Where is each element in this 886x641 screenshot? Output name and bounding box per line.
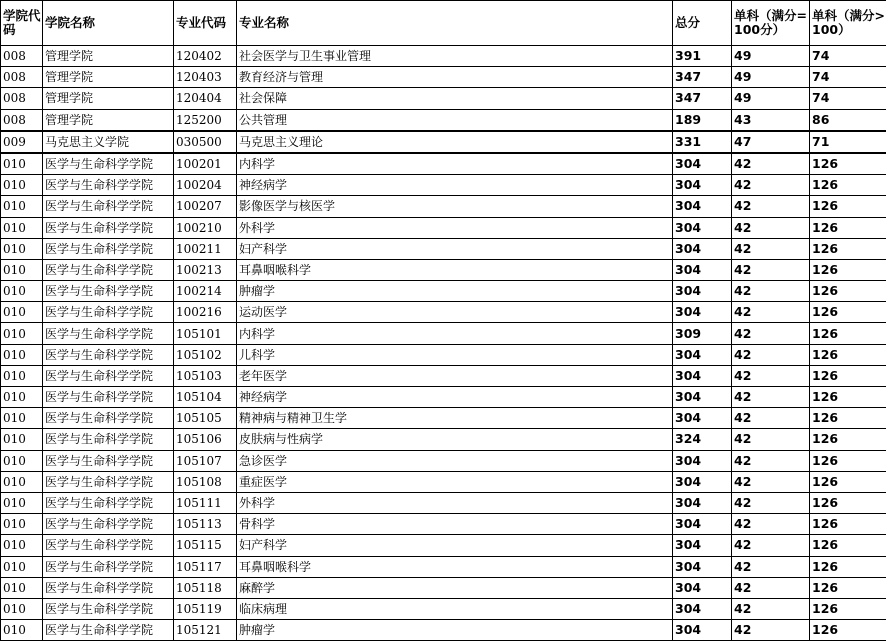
cell-single-100: 42 <box>732 281 810 302</box>
cell-total: 304 <box>673 514 732 535</box>
cell-single-100: 42 <box>732 387 810 408</box>
cell-major-code: 120404 <box>174 88 237 109</box>
table-row <box>1 429 886 450</box>
cell-college-name: 医学与生命科学学院 <box>43 153 174 175</box>
cell-college-code: 009 <box>1 131 43 153</box>
table-row <box>1 514 886 535</box>
cell-total: 304 <box>673 196 732 217</box>
cell-total: 304 <box>673 408 732 429</box>
cell-single-100: 42 <box>732 620 810 641</box>
cell-single-gt100: 74 <box>810 67 886 88</box>
cell-college-code: 010 <box>1 302 43 323</box>
cell-major-name: 急诊医学 <box>237 450 673 471</box>
cell-major-code: 100211 <box>174 238 237 259</box>
table-row <box>1 556 886 577</box>
cell-major-code: 105115 <box>174 535 237 556</box>
cell-total: 189 <box>673 109 732 131</box>
cell-major-name: 临床病理 <box>237 598 673 619</box>
cell-college-code: 010 <box>1 429 43 450</box>
cell-major-code: 105102 <box>174 344 237 365</box>
cell-college-name: 医学与生命科学学院 <box>43 598 174 619</box>
cell-major-code: 105104 <box>174 387 237 408</box>
cell-major-name: 马克思主义理论 <box>237 131 673 153</box>
cell-total: 304 <box>673 577 732 598</box>
cell-single-100: 42 <box>732 259 810 280</box>
cell-total: 304 <box>673 259 732 280</box>
cell-college-name: 医学与生命科学学院 <box>43 344 174 365</box>
table-row <box>1 281 886 302</box>
table-row <box>1 46 886 67</box>
cell-single-gt100: 126 <box>810 175 886 196</box>
header-single-gt100: 单科（满分>100） <box>810 1 886 46</box>
cell-major-code: 105113 <box>174 514 237 535</box>
cell-total: 347 <box>673 67 732 88</box>
table-row <box>1 450 886 471</box>
cell-college-name: 医学与生命科学学院 <box>43 450 174 471</box>
cell-single-100: 42 <box>732 408 810 429</box>
cell-single-gt100: 74 <box>810 88 886 109</box>
table-row <box>1 175 886 196</box>
cell-single-100: 42 <box>732 153 810 175</box>
cell-total: 304 <box>673 492 732 513</box>
cell-major-code: 105106 <box>174 429 237 450</box>
cell-college-name: 医学与生命科学学院 <box>43 281 174 302</box>
header-college-code: 学院代码 <box>1 1 43 46</box>
cell-college-code: 010 <box>1 153 43 175</box>
cell-major-code: 100207 <box>174 196 237 217</box>
cell-major-code: 100204 <box>174 175 237 196</box>
table-row <box>1 131 886 153</box>
cell-college-code: 010 <box>1 281 43 302</box>
cell-single-gt100: 126 <box>810 577 886 598</box>
cell-college-code: 008 <box>1 109 43 131</box>
cell-major-code: 100213 <box>174 259 237 280</box>
cell-college-name: 医学与生命科学学院 <box>43 196 174 217</box>
cell-major-name: 儿科学 <box>237 344 673 365</box>
cell-single-100: 49 <box>732 46 810 67</box>
cell-single-gt100: 126 <box>810 365 886 386</box>
cell-college-name: 管理学院 <box>43 88 174 109</box>
cell-major-name: 内科学 <box>237 153 673 175</box>
table-row <box>1 196 886 217</box>
cell-total: 304 <box>673 471 732 492</box>
cell-single-gt100: 126 <box>810 323 886 344</box>
cell-total: 304 <box>673 344 732 365</box>
cell-major-name: 外科学 <box>237 492 673 513</box>
table-row <box>1 217 886 238</box>
cell-total: 304 <box>673 153 732 175</box>
cell-single-gt100: 126 <box>810 196 886 217</box>
cell-college-code: 008 <box>1 88 43 109</box>
cell-total: 347 <box>673 88 732 109</box>
cell-single-gt100: 126 <box>810 408 886 429</box>
cell-college-name: 医学与生命科学学院 <box>43 577 174 598</box>
cell-single-gt100: 126 <box>810 259 886 280</box>
table-row <box>1 387 886 408</box>
header-college-name: 学院名称 <box>43 1 174 46</box>
table-row <box>1 259 886 280</box>
cell-college-name: 医学与生命科学学院 <box>43 323 174 344</box>
cell-major-code: 105121 <box>174 620 237 641</box>
cell-single-100: 42 <box>732 450 810 471</box>
cell-major-name: 肿瘤学 <box>237 620 673 641</box>
cell-major-code: 125200 <box>174 109 237 131</box>
cell-total: 304 <box>673 217 732 238</box>
cell-college-name: 医学与生命科学学院 <box>43 387 174 408</box>
cell-single-100: 42 <box>732 598 810 619</box>
cell-single-gt100: 126 <box>810 387 886 408</box>
cell-major-name: 神经病学 <box>237 175 673 196</box>
cell-major-name: 外科学 <box>237 217 673 238</box>
cell-college-name: 医学与生命科学学院 <box>43 238 174 259</box>
cell-single-gt100: 126 <box>810 302 886 323</box>
cell-major-name: 妇产科学 <box>237 238 673 259</box>
cell-major-code: 105101 <box>174 323 237 344</box>
cell-total: 304 <box>673 365 732 386</box>
cell-major-name: 骨科学 <box>237 514 673 535</box>
cell-major-code: 105119 <box>174 598 237 619</box>
cell-major-name: 神经病学 <box>237 387 673 408</box>
cell-single-100: 42 <box>732 471 810 492</box>
cell-total: 304 <box>673 387 732 408</box>
cell-single-100: 42 <box>732 514 810 535</box>
cell-single-gt100: 86 <box>810 109 886 131</box>
cell-college-code: 010 <box>1 471 43 492</box>
cell-single-100: 42 <box>732 175 810 196</box>
table-row <box>1 365 886 386</box>
cell-total: 304 <box>673 450 732 471</box>
cell-total: 304 <box>673 175 732 196</box>
cell-college-code: 010 <box>1 577 43 598</box>
cell-major-code: 105107 <box>174 450 237 471</box>
cell-major-name: 公共管理 <box>237 109 673 131</box>
cell-single-100: 42 <box>732 429 810 450</box>
cell-single-gt100: 126 <box>810 514 886 535</box>
cell-total: 304 <box>673 556 732 577</box>
cell-college-name: 医学与生命科学学院 <box>43 217 174 238</box>
cell-college-name: 马克思主义学院 <box>43 131 174 153</box>
cell-major-name: 麻醉学 <box>237 577 673 598</box>
cell-college-code: 010 <box>1 556 43 577</box>
cell-total: 304 <box>673 535 732 556</box>
cell-college-code: 010 <box>1 365 43 386</box>
cell-single-100: 42 <box>732 196 810 217</box>
cell-major-name: 社会保障 <box>237 88 673 109</box>
cell-single-100: 42 <box>732 492 810 513</box>
cell-college-name: 管理学院 <box>43 109 174 131</box>
cell-college-name: 医学与生命科学学院 <box>43 620 174 641</box>
cell-single-100: 42 <box>732 577 810 598</box>
cell-college-name: 医学与生命科学学院 <box>43 514 174 535</box>
cell-single-100: 43 <box>732 109 810 131</box>
cell-total: 304 <box>673 302 732 323</box>
cell-college-name: 医学与生命科学学院 <box>43 259 174 280</box>
cell-single-100: 49 <box>732 67 810 88</box>
cell-major-name: 重症医学 <box>237 471 673 492</box>
cell-college-name: 医学与生命科学学院 <box>43 471 174 492</box>
cell-college-code: 010 <box>1 492 43 513</box>
cell-college-code: 010 <box>1 323 43 344</box>
cell-major-code: 100201 <box>174 153 237 175</box>
cell-college-code: 010 <box>1 535 43 556</box>
cell-college-code: 010 <box>1 259 43 280</box>
cell-college-code: 010 <box>1 344 43 365</box>
cell-single-gt100: 126 <box>810 281 886 302</box>
cell-major-code: 105111 <box>174 492 237 513</box>
cell-major-name: 社会医学与卫生事业管理 <box>237 46 673 67</box>
table-header <box>1 1 886 46</box>
cell-single-100: 42 <box>732 323 810 344</box>
cell-single-100: 42 <box>732 365 810 386</box>
cell-single-gt100: 126 <box>810 344 886 365</box>
cell-college-code: 008 <box>1 67 43 88</box>
table-row <box>1 620 886 641</box>
cell-single-gt100: 126 <box>810 429 886 450</box>
table-row <box>1 471 886 492</box>
cell-major-name: 教育经济与管理 <box>237 67 673 88</box>
cell-single-gt100: 126 <box>810 217 886 238</box>
cell-major-code: 100216 <box>174 302 237 323</box>
cell-single-100: 42 <box>732 302 810 323</box>
cell-college-code: 010 <box>1 238 43 259</box>
cell-single-100: 47 <box>732 131 810 153</box>
cell-college-code: 010 <box>1 514 43 535</box>
cell-major-name: 内科学 <box>237 323 673 344</box>
cell-college-code: 008 <box>1 46 43 67</box>
cell-major-code: 105103 <box>174 365 237 386</box>
table-body <box>1 46 886 641</box>
cell-single-gt100: 126 <box>810 556 886 577</box>
cell-single-100: 42 <box>732 217 810 238</box>
cell-major-code: 105108 <box>174 471 237 492</box>
cell-college-name: 医学与生命科学学院 <box>43 556 174 577</box>
cell-single-gt100: 126 <box>810 450 886 471</box>
cell-college-name: 医学与生命科学学院 <box>43 175 174 196</box>
cell-single-100: 42 <box>732 344 810 365</box>
cell-college-name: 医学与生命科学学院 <box>43 365 174 386</box>
table-row <box>1 109 886 131</box>
cell-single-100: 42 <box>732 556 810 577</box>
cell-major-name: 耳鼻咽喉科学 <box>237 259 673 280</box>
cell-major-code: 105117 <box>174 556 237 577</box>
table-row <box>1 598 886 619</box>
table-row <box>1 492 886 513</box>
table-row <box>1 88 886 109</box>
cell-college-code: 010 <box>1 196 43 217</box>
cell-single-gt100: 126 <box>810 492 886 513</box>
table-row <box>1 408 886 429</box>
cell-single-100: 42 <box>732 238 810 259</box>
cell-college-code: 010 <box>1 175 43 196</box>
cell-college-code: 010 <box>1 598 43 619</box>
cell-major-name: 皮肤病与性病学 <box>237 429 673 450</box>
cell-major-name: 耳鼻咽喉科学 <box>237 556 673 577</box>
cell-college-code: 010 <box>1 408 43 429</box>
cell-major-name: 妇产科学 <box>237 535 673 556</box>
cell-college-name: 医学与生命科学学院 <box>43 408 174 429</box>
cell-single-gt100: 126 <box>810 598 886 619</box>
cell-major-code: 105105 <box>174 408 237 429</box>
table-row <box>1 577 886 598</box>
cell-college-code: 010 <box>1 620 43 641</box>
table-row <box>1 238 886 259</box>
cell-college-code: 010 <box>1 450 43 471</box>
cell-single-gt100: 74 <box>810 46 886 67</box>
table-row <box>1 344 886 365</box>
cell-major-code: 120403 <box>174 67 237 88</box>
cell-major-code: 120402 <box>174 46 237 67</box>
cell-major-code: 100214 <box>174 281 237 302</box>
cell-single-gt100: 126 <box>810 471 886 492</box>
cell-major-name: 运动医学 <box>237 302 673 323</box>
cell-single-gt100: 126 <box>810 238 886 259</box>
header-total: 总分 <box>673 1 732 46</box>
header-major-name: 专业名称 <box>237 1 673 46</box>
cell-college-name: 医学与生命科学学院 <box>43 492 174 513</box>
cell-major-code: 030500 <box>174 131 237 153</box>
cell-total: 391 <box>673 46 732 67</box>
cell-college-code: 010 <box>1 217 43 238</box>
cell-total: 309 <box>673 323 732 344</box>
header-major-code: 专业代码 <box>174 1 237 46</box>
cell-college-name: 医学与生命科学学院 <box>43 429 174 450</box>
table-row <box>1 153 886 175</box>
cell-major-name: 老年医学 <box>237 365 673 386</box>
cell-major-name: 影像医学与核医学 <box>237 196 673 217</box>
cell-single-100: 42 <box>732 535 810 556</box>
cell-single-gt100: 126 <box>810 620 886 641</box>
cell-major-code: 105118 <box>174 577 237 598</box>
cell-college-name: 管理学院 <box>43 67 174 88</box>
cell-total: 324 <box>673 429 732 450</box>
cell-single-100: 49 <box>732 88 810 109</box>
header-single-100: 单科（满分=100分） <box>732 1 810 46</box>
cell-single-gt100: 126 <box>810 153 886 175</box>
cell-college-name: 医学与生命科学学院 <box>43 302 174 323</box>
cell-single-gt100: 126 <box>810 535 886 556</box>
table-row <box>1 535 886 556</box>
cell-college-code: 010 <box>1 387 43 408</box>
table-row <box>1 67 886 88</box>
cell-college-name: 医学与生命科学学院 <box>43 535 174 556</box>
cell-total: 304 <box>673 238 732 259</box>
table-row <box>1 302 886 323</box>
cell-total: 331 <box>673 131 732 153</box>
cell-total: 304 <box>673 281 732 302</box>
cell-major-name: 肿瘤学 <box>237 281 673 302</box>
cell-college-name: 管理学院 <box>43 46 174 67</box>
cell-total: 304 <box>673 620 732 641</box>
cell-single-gt100: 71 <box>810 131 886 153</box>
cell-total: 304 <box>673 598 732 619</box>
table-row <box>1 323 886 344</box>
cell-major-code: 100210 <box>174 217 237 238</box>
cell-major-name: 精神病与精神卫生学 <box>237 408 673 429</box>
